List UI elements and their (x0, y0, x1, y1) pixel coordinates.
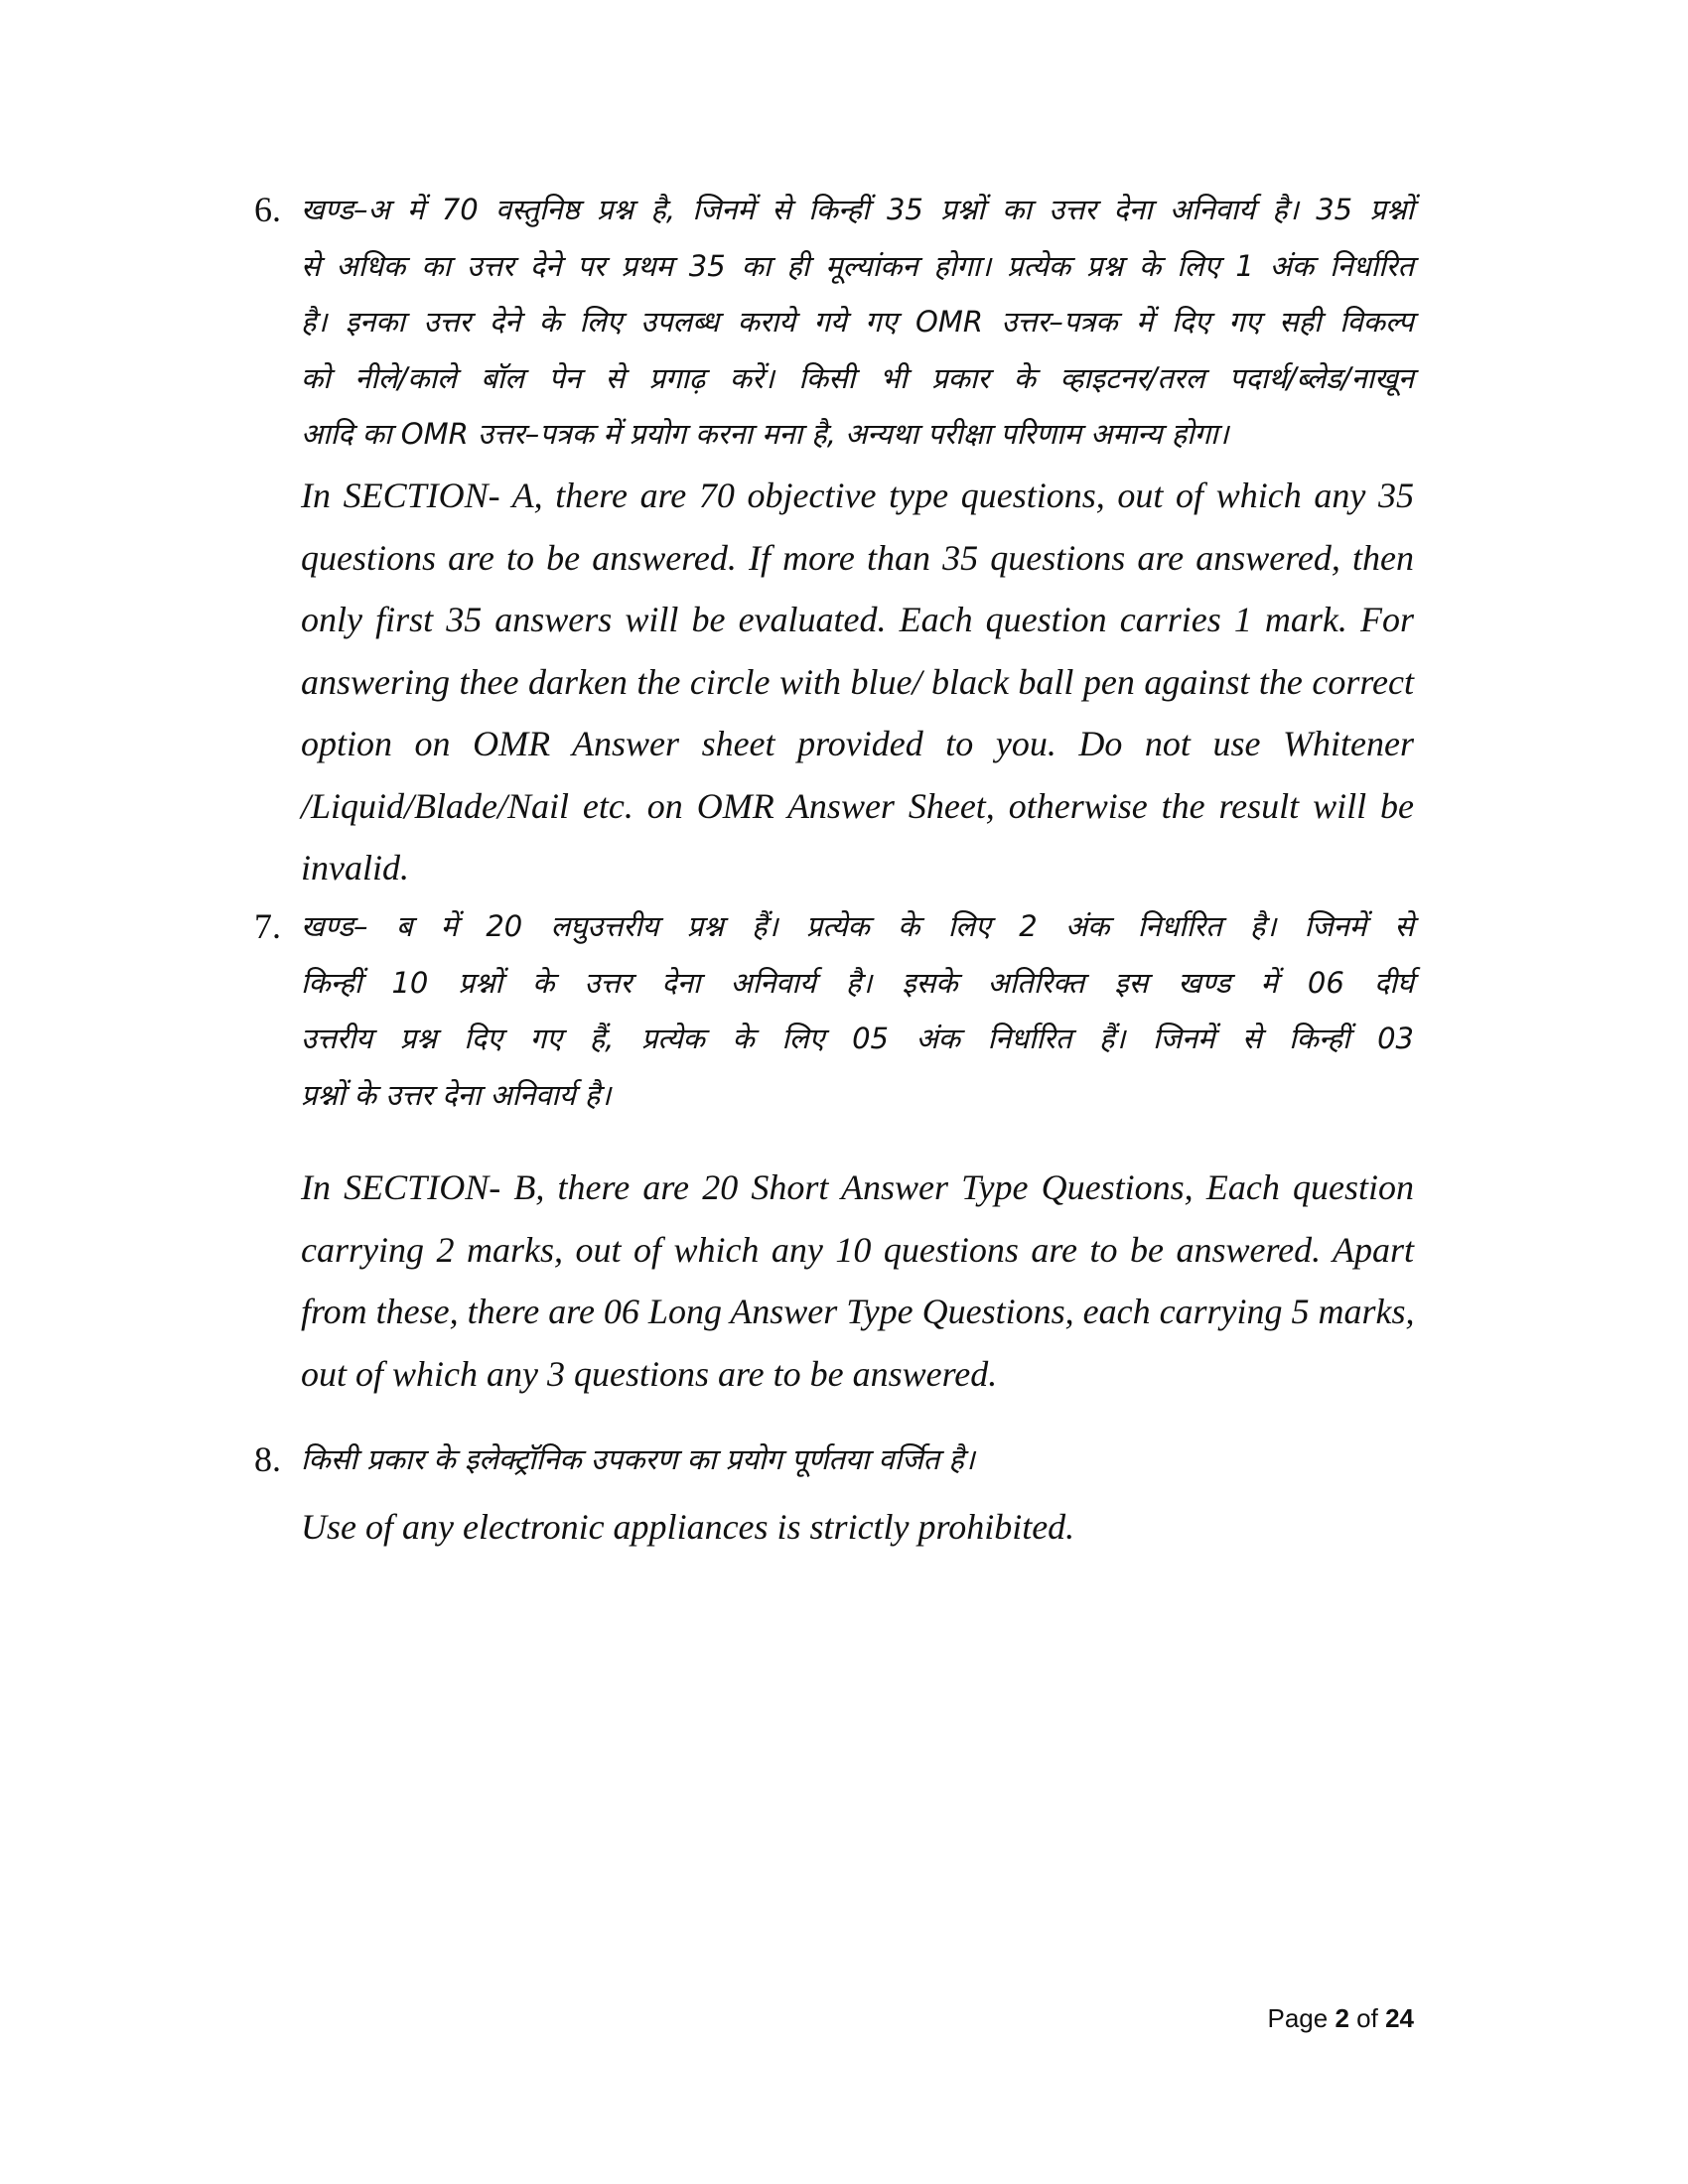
text-line: from these, there are 06 Long Answer Type Questions, each carrying 5 marks, (301, 1292, 1415, 1331)
hindi-text (301, 1432, 1414, 1488)
current-page: 2 (1335, 2003, 1349, 2033)
text-line: /Liquid/Blade/Nail etc. on OMR Answer Sheet, otherwise the result will be (301, 785, 1414, 826)
text-line: invalid. (301, 848, 409, 887)
text-line: In SECTION- B, there are 20 Short Answer Type Questions, Each question (301, 1167, 1414, 1207)
text-line: खण्ड– ब में 20 लघुउत्तरीय प्रश्न हैं। प्रत्येक के लिए 2 अंक निर्धारित है। जिनमें से (301, 909, 1414, 943)
english-text (301, 1496, 1414, 1559)
item-number: 6. (254, 190, 281, 229)
text-line: खण्ड–अ में 70 वस्तुनिष्ठ प्रश्न है, जिनमें से किन्हीं 35 प्रश्नों का उत्तर देना अनिवार्य है। 35 प्रश्नों (301, 193, 1414, 226)
text-line: out of which any 3 questions are to be answered. (301, 1353, 998, 1394)
page-number (1267, 2003, 1414, 2034)
text-line: किसी प्रकार के इलेक्ट्रॉनिक उपकरण का प्रयोग पूर्णतया वर्जित है। (301, 1442, 975, 1476)
text-line: आदि का OMR उत्तर–पत्रक में प्रयोग करना मना है, अन्यथा परीक्षा परिणाम अमान्य होगा। (301, 417, 1229, 451)
text-line: को नीले/काले बॉल पेन से प्रगाढ़ करें। किसी भी प्रकार के व्हाइटनर/तरल पदार्थ/ब्लेड/नाखून (301, 360, 1414, 395)
english-text (301, 1157, 1414, 1405)
page-label: Page (1267, 2003, 1329, 2033)
text-line: option on OMR Answer sheet provided to you. Do not use Whitener (301, 724, 1414, 763)
hindi-text (301, 182, 1414, 463)
text-line: carrying 2 marks, out of which any 10 questions are to be answered. Apart (301, 1229, 1414, 1270)
text-line: Use of any electronic appliances is strictly prohibited. (301, 1507, 1075, 1547)
total-pages: 24 (1385, 2003, 1414, 2033)
text-line: only first 35 answers will be evaluated. Each question carries 1 mark. For (301, 600, 1414, 639)
text-line: उत्तरीय प्रश्न दिए गए हैं, प्रत्येक के लिए 05 अंक निर्धारित हैं। जिनमें से किन्हीं 03 (301, 1022, 1414, 1055)
hindi-text (301, 898, 1414, 1123)
text-line: In SECTION- A, there are 70 objective type questions, out of which any 35 (301, 476, 1414, 515)
text-line: questions are to be answered. If more than 35 questions are answered, then (301, 537, 1414, 578)
text-line: से अधिक का उत्तर देने पर प्रथम 35 का ही मूल्यांकन होगा। प्रत्येक प्रश्न के लिए 1 अंक निर्धारित (301, 248, 1414, 283)
item-number: 8. (254, 1439, 281, 1479)
english-text (301, 465, 1414, 899)
item-number: 7. (254, 906, 281, 946)
text-line: है। इनका उत्तर देने के लिए उपलब्ध कराये गये गए OMR उत्तर–पत्रक में दिए गए सही विकल्प (301, 305, 1414, 339)
of-label: of (1356, 2003, 1378, 2033)
text-line: answering thee darken the circle with blue/ black ball pen against the correct (301, 661, 1414, 702)
text-line: किन्हीं 10 प्रश्नों के उत्तर देना अनिवार्य है। इसके अतिरिक्त इस खण्ड में 06 दीर्घ (301, 965, 1414, 1000)
text-line: प्रश्नों के उत्तर देना अनिवार्य है। (301, 1077, 612, 1112)
